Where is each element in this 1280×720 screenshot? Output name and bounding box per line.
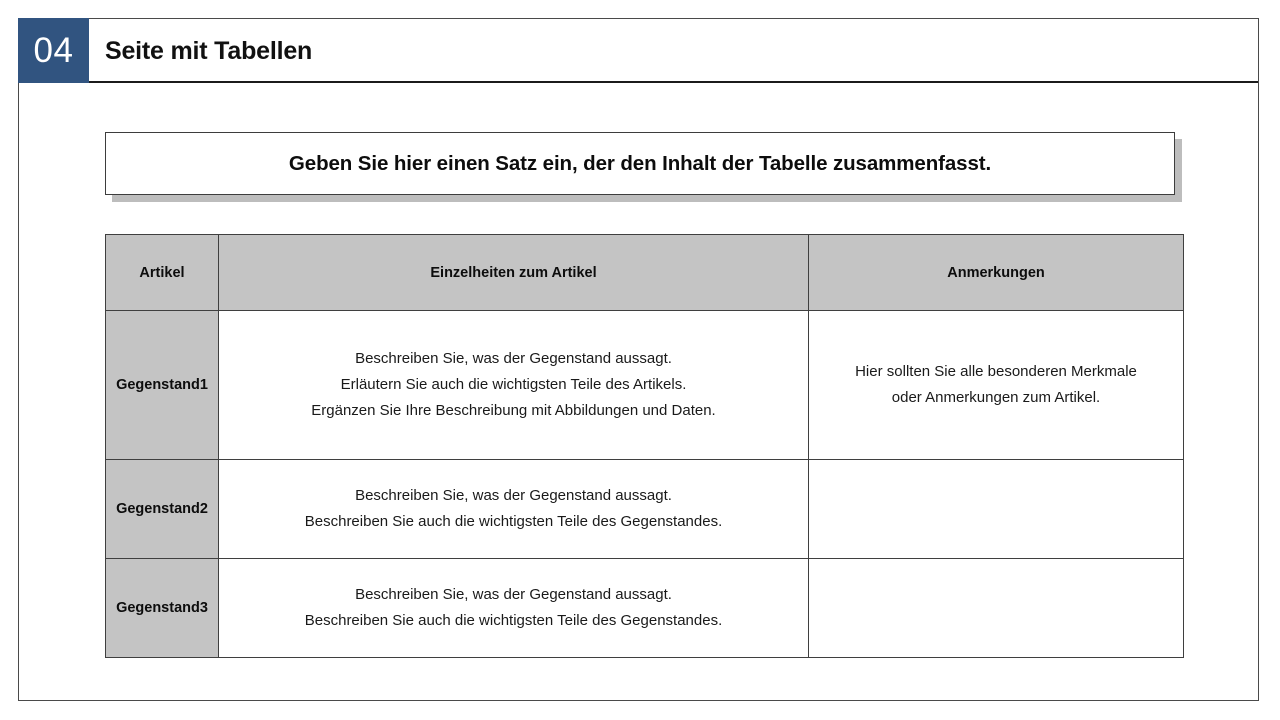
summary-callout-box[interactable]	[105, 132, 1175, 195]
row-item-label: Gegenstand2	[106, 460, 219, 559]
row-note-cell[interactable]	[809, 559, 1184, 658]
table-header-row	[106, 235, 1184, 311]
detail-line: Beschreiben Sie, was der Gegenstand aussagt.	[355, 487, 672, 505]
page-title: Seite mit Tabellen	[105, 36, 313, 65]
summary-callout	[105, 132, 1175, 195]
table-row	[106, 460, 1184, 559]
slide-header	[19, 19, 1258, 83]
detail-line: Beschreiben Sie, was der Gegenstand aussagt.	[355, 586, 672, 604]
column-header-detail: Einzelheiten zum Artikel	[219, 235, 809, 311]
detail-line: Erläutern Sie auch die wichtigsten Teile des Artikels.	[340, 376, 687, 394]
note-line: Hier sollten Sie alle besonderen Merkmale	[855, 363, 1137, 381]
column-header-note: Anmerkungen	[809, 235, 1184, 311]
slide-number-badge	[18, 18, 89, 83]
detail-line: Beschreiben Sie, was der Gegenstand aussagt.	[355, 350, 672, 368]
row-detail-cell[interactable]	[219, 559, 809, 658]
detail-line: Beschreiben Sie auch die wichtigsten Teile des Gegenstandes.	[304, 513, 723, 530]
column-header-item: Artikel	[106, 235, 219, 311]
slide-number-label: 04	[33, 31, 74, 70]
note-line: oder Anmerkungen zum Artikel.	[891, 389, 1101, 406]
row-detail-cell[interactable]	[219, 311, 809, 460]
row-item-label: Gegenstand1	[106, 311, 219, 460]
row-note-cell[interactable]	[809, 311, 1184, 460]
content-table	[105, 234, 1184, 658]
row-note-cell[interactable]	[809, 460, 1184, 559]
table-row	[106, 559, 1184, 658]
table-body	[106, 311, 1184, 658]
row-item-label: Gegenstand3	[106, 559, 219, 658]
detail-line: Ergänzen Sie Ihre Beschreibung mit Abbildungen und Daten.	[311, 401, 716, 419]
row-detail-cell[interactable]	[219, 460, 809, 559]
table-header	[106, 235, 1184, 311]
slide-frame	[18, 18, 1259, 701]
detail-line: Beschreiben Sie auch die wichtigsten Teile des Gegenstandes.	[304, 612, 723, 629]
summary-callout-text: Geben Sie hier einen Satz ein, der den Inhalt der Tabelle zusammenfasst.	[288, 151, 992, 175]
table-row	[106, 311, 1184, 460]
